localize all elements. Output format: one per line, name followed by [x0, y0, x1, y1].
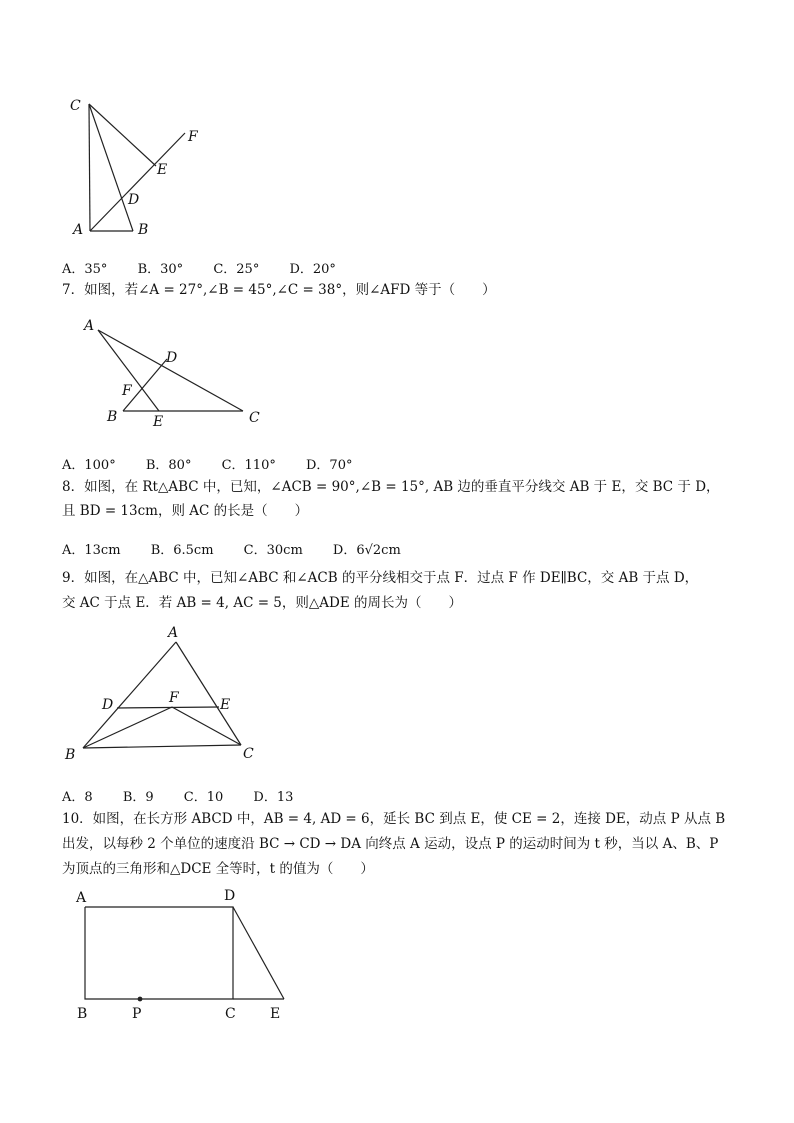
q6-diagram [0, 0, 794, 250]
q6-option-b[interactable]: B．30° [137, 262, 184, 277]
q9-segment-ab [83, 642, 176, 748]
q9-label-d: D [102, 697, 114, 713]
q8-options [62, 539, 427, 558]
q10-label-c: C [225, 1006, 236, 1022]
q9-label-b: B [65, 747, 76, 763]
q9-option-d[interactable]: D．13 [253, 790, 294, 805]
q10-label-d: D [224, 888, 236, 904]
q7-option-c[interactable]: C．110° [221, 458, 276, 473]
q9-label-c: C [243, 746, 254, 762]
q10-diagram [0, 890, 794, 1040]
q6-segment-ce [89, 104, 156, 166]
q8-option-a[interactable]: A．13cm [62, 543, 121, 558]
q9-segment-cf [172, 707, 241, 745]
q10-question-line1: 10．如图，在长方形 ABCD 中，AB = 4, AD = 6，延长 BC 到点 E，使 CE = 2，连接 DE，动点 P 从点 B [62, 811, 726, 827]
q9-option-b[interactable]: B．9 [122, 790, 154, 805]
q6-option-d[interactable]: D．20° [289, 262, 336, 277]
q6-option-a[interactable]: A．35° [62, 262, 108, 277]
q10-question-line2: 出发，以每秒 2 个单位的速度沿 BC → CD → DA 向终点 A 运动，设点 P 的运动时间为 t 秒，当以 A、B、P [62, 836, 719, 852]
q6-label-d: D [128, 192, 140, 208]
q10-rectangle-abcd [85, 907, 233, 999]
q7-label-d: D [166, 350, 178, 366]
q9-label-a: A [168, 625, 179, 641]
q9-segment-ac [176, 642, 241, 745]
q6-label-b: B [138, 222, 149, 238]
q7-label-a: A [84, 318, 95, 334]
q10-label-b: B [77, 1006, 88, 1022]
q7-option-d[interactable]: D．70° [306, 458, 353, 473]
q10-label-a: A [76, 890, 87, 906]
q9-label-f: F [169, 690, 179, 706]
q8-question-line2: 且 BD = 13cm，则 AC 的长是（ ） [62, 503, 309, 519]
q7-label-c: C [249, 410, 260, 426]
q7-option-b[interactable]: B．80° [145, 458, 192, 473]
q6-option-c[interactable]: C．25° [213, 262, 260, 277]
q6-label-f: F [188, 129, 198, 145]
q9-diagram [0, 620, 794, 770]
q7-question: 7．如图，若∠A = 27°,∠B = 45°,∠C = 38°，则∠AFD 等于（ ） [62, 282, 496, 298]
q7-diagram [0, 300, 794, 440]
q6-options [62, 258, 362, 277]
q10-label-e: E [270, 1006, 281, 1022]
q7-label-f: F [122, 383, 132, 399]
q6-label-c: C [70, 98, 81, 114]
q9-question-line1: 9．如图，在△ABC 中，已知∠ABC 和∠ACB 的平分线相交于点 F．过点 F 作 DE∥BC，交 AB 于点 D， [62, 570, 699, 586]
q8-option-b[interactable]: B．6.5cm [150, 543, 214, 558]
q7-option-a[interactable]: A．100° [62, 458, 116, 473]
q6-segment-cb [89, 104, 133, 231]
q10-question-line3: 为顶点的三角形和△DCE 全等时，t 的值为（ ） [62, 861, 374, 877]
q9-segment-bf [83, 707, 172, 748]
q9-label-e: E [220, 697, 231, 713]
q6-segment-ca [89, 104, 90, 231]
q10-label-p: P [132, 1006, 142, 1022]
q9-options [62, 786, 319, 805]
q7-label-b: B [107, 409, 118, 425]
q10-point-p [138, 997, 143, 1002]
q8-question-line1: 8．如图，在 Rt△ABC 中，已知，∠ACB = 90°,∠B = 15°, AB 边的垂直平分线交 AB 于 E，交 BC 于 D， [62, 479, 720, 495]
q6-label-a: A [73, 222, 84, 238]
q9-option-c[interactable]: C．10 [183, 790, 224, 805]
q8-option-d[interactable]: D．6√2cm [332, 543, 401, 558]
q9-question-line2: 交 AC 于点 E．若 AB = 4, AC = 5，则△ADE 的周长为（ ） [62, 595, 462, 611]
q7-segment-ac [98, 330, 243, 411]
q7-options [62, 454, 378, 473]
q7-label-e: E [153, 414, 164, 430]
q10-segment-de [233, 907, 284, 999]
q9-option-a[interactable]: A．8 [62, 790, 93, 805]
q6-label-e: E [157, 162, 168, 178]
q9-segment-de [117, 707, 219, 708]
q9-segment-bc [83, 745, 241, 748]
q8-option-c[interactable]: C．30cm [243, 543, 303, 558]
